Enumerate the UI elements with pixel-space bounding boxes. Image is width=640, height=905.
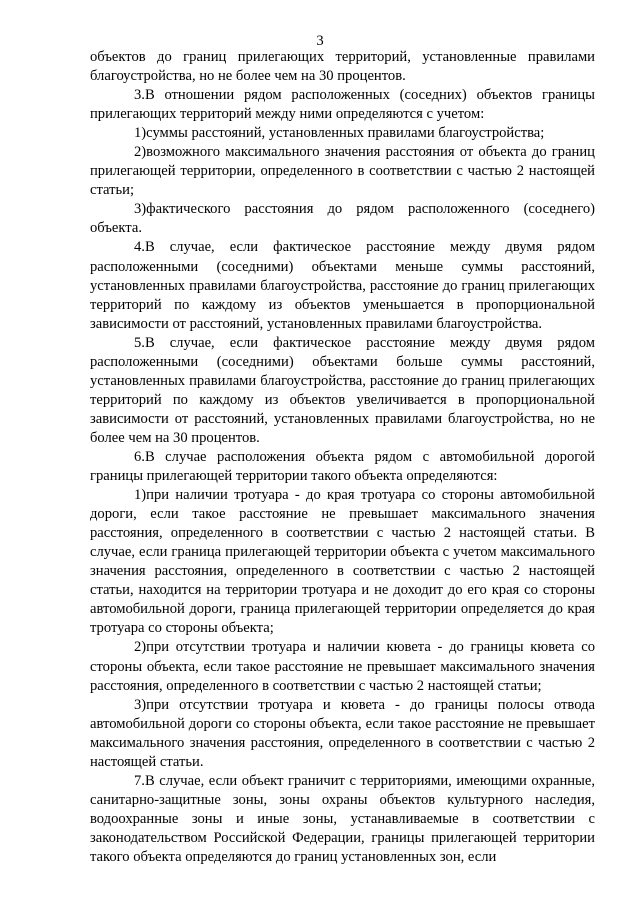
paragraph-continuation: объектов до границ прилегающих территорий, установленные правилами благоустройства, но не более чем на 30 процентов. [90, 49, 595, 85]
paragraph-subitem-3-3: 3)фактического расстояния до рядом расположенного (соседнего) объекта. [90, 201, 595, 237]
paragraph-item-4: 4.В случае, если фактическое расстояние между двумя рядом расположенными (соседними) объектами меньше суммы расстояний, установленных правилами благоустройства, расстояние до границ прилегающих территорий по каждому из объектов уменьшается в пропорциональной зависимости от расстояний, установленных правилами благоустройства. [90, 239, 595, 332]
paragraph-subitem-6-3: 3)при отсутствии тротуара и кювета - до границы полосы отвода автомобильной дороги со стороны объекта, если такое расстояние не превышает максимального значения расстояния, определенного в соответствии с частью 2 настоящей статьи. [90, 696, 595, 770]
document-body [90, 48, 595, 867]
paragraph-subitem-3-1: 1)суммы расстояний, установленных правилами благоустройства; [134, 125, 545, 142]
paragraph-item-7: 7.В случае, если объект граничит с территориями, имеющими охранные, санитарно-защитные зоны, зоны охраны объектов культурного наследия, водоохранные зоны и иные зоны, устанавливаемые в соответствии с законодательством Российской Федерации, границы прилегающей территории такого объекта определяются до границ установленных зон, если [90, 772, 595, 865]
page-number: 3 [316, 33, 324, 49]
paragraph-item-3: 3.В отношении рядом расположенных (соседних) объектов границы прилегающих территорий между ними определяются с учетом: [90, 87, 595, 123]
paragraph-subitem-6-2: 2)при отсутствии тротуара и наличии кювета - до границы кювета со стороны объекта, если такое расстояние не превышает максимального значения расстояния, определенного в соответствии с частью 2 настоящей статьи; [90, 639, 595, 694]
paragraph-subitem-3-2: 2)возможного максимального значения расстояния от объекта до границ прилегающей территории, определенного в соответствии с частью 2 настоящей статьи; [90, 144, 595, 199]
paragraph-item-6: 6.В случае расположения объекта рядом с автомобильной дорогой границы прилегающей территории такого объекта определяются: [90, 448, 595, 485]
paragraph-item-5: 5.В случае, если фактическое расстояние между двумя рядом расположенными (соседними) объектами больше суммы расстояний, установленных правилами благоустройства, расстояние до границ прилегающих территорий по каждому из объектов увеличивается в пропорциональной зависимости от расстояний, установленных правилами благоустройства, но не более чем на 30 процентов. [90, 334, 595, 446]
paragraph-subitem-6-1: 1)при наличии тротуара - до края тротуара со стороны автомобильной дороги, если такое расстояние не превышает максимального значения расстояния, определенного в соответствии с частью 2 настоящей статьи. В случае, если граница прилегающей территории объекта с учетом максимального значения расстояния, определенного в соответствии с частью 2 настоящей статьи, находится на территории тротуара и не доходит до его края со стороны автомобильной дороги, граница прилегающей территории определяется до края тротуара со стороны объекта; [90, 487, 595, 637]
